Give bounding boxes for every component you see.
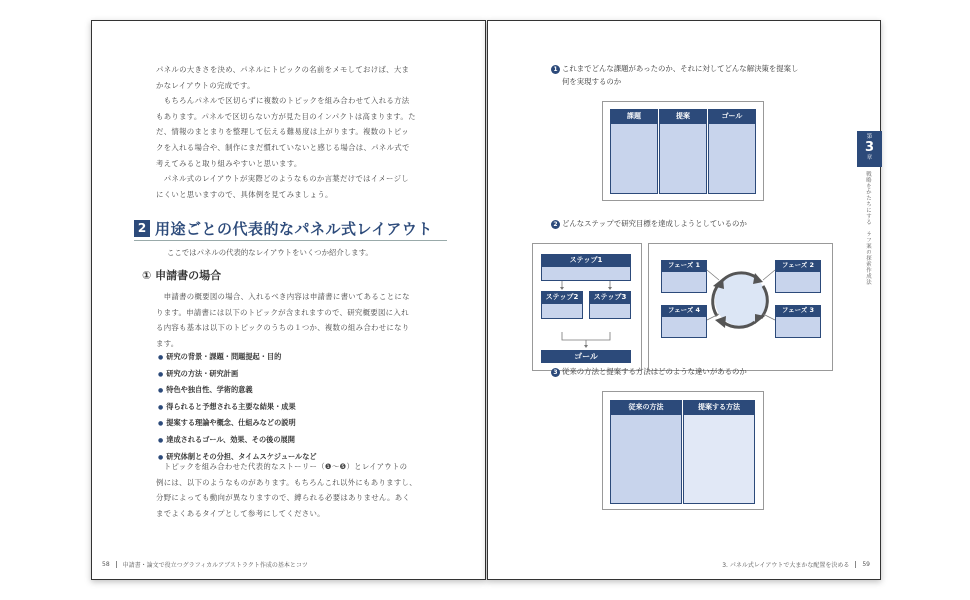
section-number-badge: 2 [134, 220, 150, 237]
running-title: 申請書・論文で役立つグラフィカルアブストラクト作成の基本とコツ [122, 562, 308, 569]
section-intro: ここではパネルの代表的なレイアウトをいくつか紹介します。 [167, 248, 373, 257]
question-text: 従来の方法と提案する方法はどのような違いがあるのか [562, 367, 747, 376]
step-body [589, 303, 631, 319]
paragraph-1 [156, 62, 451, 202]
step-header: ステップ2 [541, 291, 583, 303]
question-2 [551, 217, 841, 230]
cycle-arrows [649, 244, 834, 372]
question-text: どんなステップで研究目標を達成しようとしているのか [562, 219, 747, 228]
text-line: ります。申請書には以下のトピックが含まれますので、研究概要図に入れ [156, 307, 409, 317]
question-number-badge: 2 [551, 220, 560, 229]
list-item: ● 提案する理論や概念、仕組みなどの説明 [158, 415, 317, 432]
diagram-steps [532, 243, 642, 371]
right-page [487, 20, 881, 580]
step-header: ステップ3 [589, 291, 631, 303]
text-line: だ、情報のまとまりを整理して伝える難易度は上がります。複数のトピッ [156, 127, 409, 137]
panel-body [683, 414, 755, 504]
text-line: 分野によっても動向が異なりますので、縛られる必要はありません。あく [156, 493, 411, 503]
page-number: 58 [102, 561, 117, 568]
step-body [541, 303, 583, 319]
chapter-caption: 戦略をかたちにする ラフ案の探索作成法 [865, 171, 871, 285]
list-item: ● 達成されるゴール、効果、その後の展開 [158, 432, 317, 449]
section-title: 用途ごとの代表的なパネル式レイアウト [155, 220, 433, 238]
text-line: 申請書の概要図の場合、入れるべき内容は申請書に書いてあることにな [156, 292, 410, 301]
panel-header: 提案する方法 [683, 400, 755, 414]
left-footer [102, 560, 308, 569]
list-item: ● 得られると予想される主要な結果・成果 [158, 399, 317, 416]
paragraph-2 [156, 289, 451, 351]
topic-list [158, 349, 317, 465]
left-page [91, 20, 486, 580]
text-line: トピックを組み合わせた代表的なストーリー（❶～❺）とレイアウトの [156, 462, 408, 471]
text-line: にくいと思いますので、具体例を見てみましょう。 [156, 189, 333, 199]
text-line: もあります。パネルで区切らない方が見た目のインパクトは高まります。た [156, 111, 416, 121]
list-item: ● 研究の方法・研究計画 [158, 366, 317, 383]
diagram-two-panels [602, 391, 764, 510]
list-item: ● 特色や独自性、学術的意義 [158, 382, 317, 399]
panel-body [708, 123, 756, 194]
paragraph-3 [156, 459, 451, 521]
text-line: クを入れる場合や、制作にまだ慣れていないと感じる場合は、パネル式で [156, 142, 410, 152]
phase-header: フェーズ 1 [661, 260, 707, 271]
question-text: 何を実現するのか [562, 77, 622, 86]
panel-header: ゴール [708, 109, 756, 123]
chapter-label: 第 [866, 134, 873, 140]
list-item: ● 研究体制とその分担、タイムスケジュールなど [158, 449, 317, 466]
text-line: 考えてみると取り組みやすいと思います。 [156, 158, 302, 168]
panel-body [659, 123, 707, 194]
panel-body [610, 123, 658, 194]
diagram-three-panels [602, 101, 764, 201]
question-text: これまでどんな課題があったのか、それに対してどんな解決策を提案し [562, 64, 799, 73]
text-line: 例には、以下のようなものがあります。もちろんこれ以外にもありますし、 [156, 477, 417, 487]
step-header: ステップ1 [541, 254, 631, 266]
goal-header: ゴール [541, 350, 631, 363]
question-1 [551, 62, 841, 88]
question-number-badge: 3 [551, 368, 560, 377]
chapter-label: 章 [866, 155, 873, 161]
phase-header: フェーズ 3 [775, 305, 821, 316]
text-line: までよくあるタイプとして参考にしてください。 [156, 508, 325, 518]
section-heading [134, 217, 447, 241]
question-number-badge: 1 [551, 65, 560, 74]
panel-header: 従来の方法 [610, 400, 682, 414]
text-line: る内容も基本は以下のトピックのうちの１つか、複数の組み合わせになり [156, 323, 410, 333]
panel-header: 課題 [610, 109, 658, 123]
chapter-tab [857, 131, 882, 167]
phase-header: フェーズ 4 [661, 305, 707, 316]
panel-body [610, 414, 682, 504]
subsection-title: ① 申請書の場合 [142, 269, 222, 282]
text-line: ます。 [156, 338, 179, 348]
text-line: パネルの大きさを決め、パネルにトピックの名前をメモしておけば、大ま [156, 65, 410, 74]
text-line: パネル式のレイアウトが実際どのようなものか言葉だけではイメージし [156, 174, 409, 184]
running-title: 3. パネル式レイアウトで大まかな配置を決める [722, 562, 850, 569]
list-item: ● 研究の背景・課題・問題提起・目的 [158, 349, 317, 366]
text-line: かなレイアウトの完成です。 [156, 80, 255, 90]
page-number: 59 [855, 561, 870, 568]
text-line: もちろんパネルで区切らずに複数のトピックを組み合わせて入れる方法 [156, 96, 410, 106]
chapter-number: 3 [864, 140, 875, 155]
phase-header: フェーズ 2 [775, 260, 821, 271]
right-footer [722, 560, 870, 569]
question-3 [551, 365, 841, 378]
diagram-phase-cycle [648, 243, 833, 371]
panel-header: 提案 [659, 109, 707, 123]
